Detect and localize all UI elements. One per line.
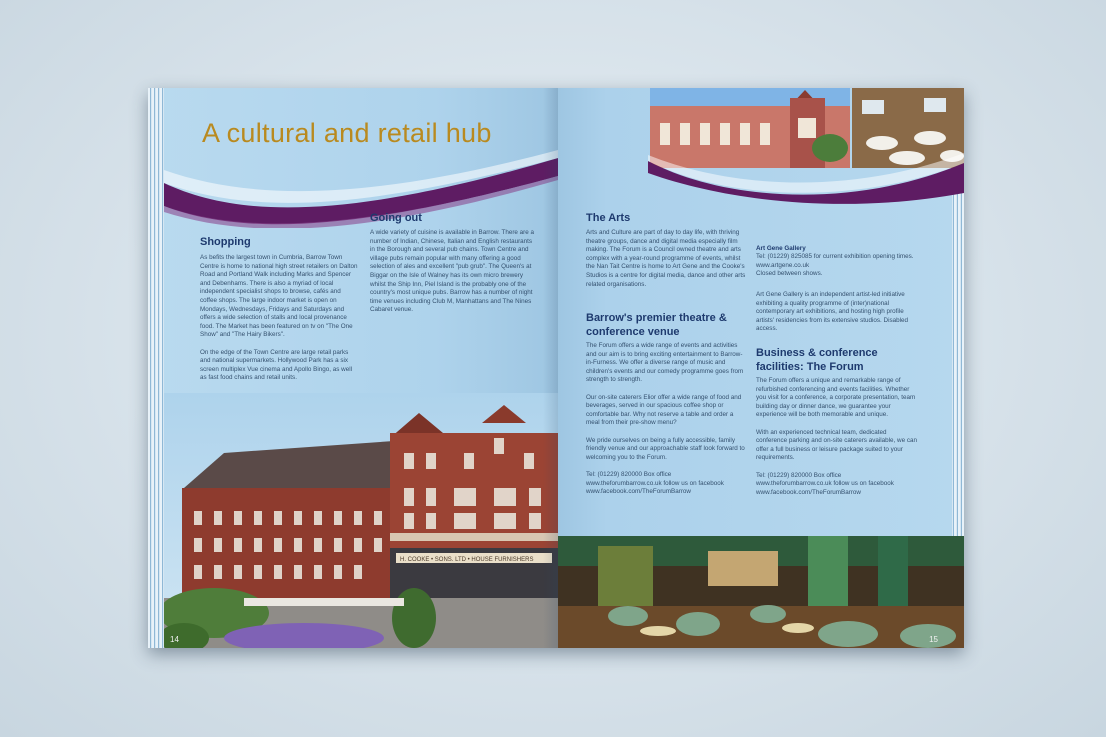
art-gene-contact <box>756 236 916 279</box>
art-gene-name: Art Gene Gallery <box>756 244 806 252</box>
shopping-body: As befits the largest town in Cumbria, Barrow Town Centre is home to national high street retailers on Dalton Road and Portland Walk including Marks and Spencer and Debenhams. There is also a myriad of local independent specialist shops to browse, cafés and coffee shops. The large indoor market is open on Mondays, Wednesdays, Fridays and Saturdays and offers a wide selection of stalls and local provenance food. The Market has been featured on tv on "The One Show" and "The Hairy Bikers". On the edge of the Town Centre are large retail parks and national supermarkets. Hollywood Park has a six screen multiplex Vue cinema and Apollo Bingo, as well as fast food chains and retail units. <box>200 254 358 382</box>
forum-venue-body: The Forum offers a wide range of events and activities and our aim is to bring exciting entertainment to Barrow-in-Furness. We offer a diverse range of music and children's events and our comedy programme goes from strength to strength. Our on-site caterers Elior offer a wide range of food and beverages, served in our spacious coffee shop or comfortable bar. Why not reserve a table and order a meal from their pre-show menu? We pride ourselves on being a fully accessible, family friendly venue and our approachable staff look forward to welcoming you to the Forum. Tel: (01229) 820000 Box office www.theforumbarrow.co.uk follow us on facebook www.facebook.com/TheForumBarrow <box>586 342 745 496</box>
art-gene-body: Art Gene Gallery is an independent artist-led initiative exhibiting a quality programme of (inter)national contemporary art exhibitions, and hosting high profile artists' residencies from its extensive studios. Disabled access. <box>756 291 909 333</box>
arts-body: Arts and Culture are part of day to day life, with thriving theatre groups, dance and digital media especially film making. The Forum is a Council owned theatre and arts complex with a year-round programme of events, whilst the Nan Tait Centre is home to Art Gene and the Cooke's Studios is a centre for digital media, dance and other arts related organisations. <box>586 229 746 288</box>
business-body: The Forum offers a unique and remarkable range of refurbished conferencing and events facilities. Whether you visit for a conference, a corporate presentation, team building day or dinner dance, we guarantee your experience will be both memorable and unique. With an experienced technical team, dedicated conference parking and on-site caterers available, we can offer a full business or leisure package suited to your requirements. Tel: (01229) 820000 Box office www.theforumbarrow.co.uk follow us on facebook www.facebook.com/TheForumBarrow <box>756 377 918 496</box>
forum-venue-heading: Barrow's premier theatre & conference venue <box>586 312 727 338</box>
page-title: A cultural and retail hub <box>202 118 492 148</box>
art-gene-details: Tel: (01229) 825085 for current exhibition opening times. www.artgene.co.uk Closed between shows. <box>756 253 914 278</box>
page-number-right: 15 <box>929 635 938 644</box>
right-page <box>558 88 964 648</box>
going-out-heading: Going out <box>370 212 422 224</box>
left-page <box>148 88 558 648</box>
business-heading: Business & conference facilities: The Forum <box>756 347 878 373</box>
shop-sign: H. COOKE • SONS. LTD • HOUSE FURNISHERS <box>400 557 534 563</box>
page-number-left: 14 <box>170 635 179 644</box>
purple-swoosh-right <box>558 143 964 213</box>
arts-heading: The Arts <box>586 212 631 224</box>
town-centre-building-photo <box>164 393 558 648</box>
brochure-spread <box>148 88 964 648</box>
going-out-body: A wide variety of cuisine is available in Barrow. There are a number of Indian, Chinese, Italian and English restaurants in the Borough and several pub chains. Town Centre and village pubs remain popular with many offering a good selection of ales and excellent "pub grub". The Queen's at Biggar on the Isle of Walney has its own micro brewery whilst the Ship Inn, Piel Island is the probably one of the country's most unique pubs. Barrow has a number of night time venues including Club M, Manhattans and The Nines Cabaret venue. <box>370 229 535 314</box>
shopping-heading: Shopping <box>200 236 251 248</box>
forum-bar-interior-photo <box>558 536 964 648</box>
